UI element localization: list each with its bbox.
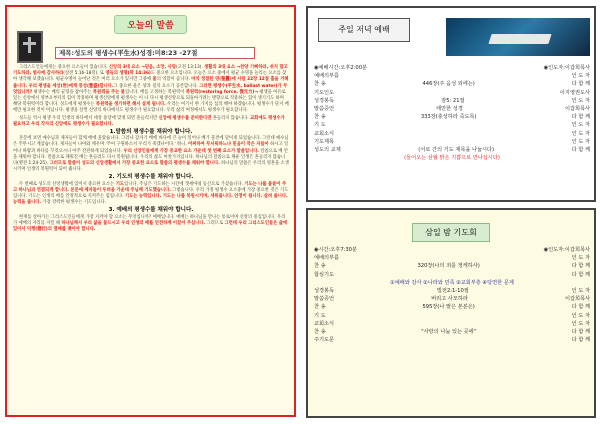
- order-row: [314, 121, 590, 129]
- wednesday-prayer-panel: [306, 208, 596, 418]
- body-text-run: 도 중요한 요소입니다. 오늘은 요소 중에서 평균 수명을 늘리는 요소를 찾아 생각해 보겠습니다. 평균수명이 늘어난 것은 여러 요소가 있지만 그중에: [13, 71, 287, 83]
- order-item-leader: 인 도 자: [571, 73, 590, 80]
- order-item-detail: [339, 72, 572, 80]
- order-row: [314, 312, 590, 320]
- order-item-name: 찬 송: [314, 81, 326, 88]
- order-row: [314, 80, 590, 88]
- order-item-name: 예배의부름: [314, 73, 340, 80]
- order-item-name: 기 도: [314, 312, 326, 319]
- emphasis-text: 물: [152, 77, 157, 83]
- emphasis-text: 기도는 나를 붙들어 주고 하나님과 연결되게 합니다. 본문에 제자들이 두려움 가운데 주님께 기도했습니다.: [13, 181, 287, 193]
- open-bible-picture: [446, 18, 590, 56]
- order-item-detail: [357, 246, 544, 254]
- order-row: [314, 295, 590, 303]
- sunday-evening-service-panel: [306, 6, 596, 202]
- todays-word-panel: [5, 5, 296, 417]
- sunday-order-list: [314, 64, 590, 162]
- order-item-leader: 다 함 께: [571, 337, 590, 344]
- order-row: [314, 105, 590, 113]
- order-row: [314, 262, 590, 270]
- order-item-leader: 인 도 자: [571, 312, 590, 319]
- emphasis-text: 영육의 생명(막 14:36): [105, 71, 151, 77]
- emphasis-text: 교회에도 평생수가 필요하고 우리 각자의 신앙에도 평생수가 필요합니다.: [13, 115, 285, 127]
- order-row: [314, 246, 590, 254]
- body-text-run: 성도들 역시 평생 우리 인생의 바다에서 세상 풍랑에 맞게 되면 흔들리지만: [19, 115, 159, 121]
- body-text-run: 입니다. 배를 고정하는 복원력이: [124, 89, 186, 95]
- order-item-detail: 버리고 사모하라: [431, 296, 468, 303]
- todays-word-title-wrap: [7, 13, 294, 34]
- wednesday-title: 삼일 밤 기도회: [412, 223, 489, 242]
- todays-word-title: 오늘의 말씀: [114, 15, 187, 34]
- emphasis-text: 그러므로 말씀이 성도의 신앙생활에서 가장 중요한 요소로 말씀의 평생수를 채워야 합니다.: [49, 161, 220, 167]
- emphasis-text: 복원력을 주는 물: [92, 89, 125, 95]
- order-row: [314, 97, 590, 105]
- sermon-section-heading: 2. 기도의 평생수를 채워야 합니다.: [108, 174, 194, 181]
- order-item-detail: [339, 254, 572, 262]
- body-text-run: 의 역할이 큽니다.: [156, 77, 192, 83]
- emphasis-text: 우리 신앙인들에게 가장 중요한 요소 가운데 첫 번째 요소가 말씀입니다.: [123, 148, 260, 154]
- order-item-detail: [334, 130, 572, 138]
- body-text-run: 그렇습니다. 우리 가정 평생수 요소중에 가장 중요한 것은 기도입니다. 기도는 인생의 배를 안정적으로 지켜주는 힘입니다.: [13, 187, 289, 200]
- order-row: [314, 64, 590, 72]
- wednesday-title-wrap: [308, 220, 594, 242]
- order-row: [314, 254, 590, 262]
- order-item-detail: 잠5: 21절: [441, 97, 465, 104]
- order-item-detail: [334, 138, 572, 146]
- body-text-run: 우리는 여기서 한 가지를 섬의 해야 하겠습니다. 평생수가 단지 배에만 필요한 것이 아닙니다. 평생을 살면 신앙의 바다에서도 평생수가 필요합니다. 우리 삶의 여정에서도 평생수가 필요합니다.: [13, 102, 289, 114]
- body-text-run: 본문에 보면 예수님과 제자들이 함께 배에 올랐습니다. 그러나 갑자기 배에 바다에 큰 놀이 일어나 배가 물결에 덮이게 되었습니다. 그런데 예수님은 주무시고 계셨습니다. 제자들이 나아와 깨우며 '주여 구원하소서 우리가 죽겠나이다.' 하니,: [13, 136, 289, 148]
- body-text-run: 입니다. 주님은 기도하는 시간에 겟세마네 동산으로 가셨습니다.: [124, 181, 245, 187]
- order-row: [314, 130, 590, 138]
- body-text-run: 평생을 여유로 있는 신앙에서 영부요부터의 힘이 작용하며 평생신앙에게 평생수는 이 나 다시 평생신앙으로 되돌아가려는 방향으로 작용하는 힘이 생기기도 하며 해당 복원력이라 합니다. 성도에게 평생수는: [13, 89, 286, 108]
- body-text-run: 그리스도인들에게는 중요한 요소들이 있습니다.: [19, 65, 109, 70]
- order-item-leader: 인 도 자: [571, 138, 590, 145]
- body-text-run: 그러므로: [205, 220, 225, 226]
- order-item-detail: [334, 89, 560, 97]
- order-item-detail: [334, 271, 572, 279]
- order-item-leader: 인 도 자: [571, 255, 590, 262]
- order-row: [314, 138, 590, 146]
- order-row: [314, 303, 590, 311]
- order-item-detail: [334, 336, 572, 344]
- body-text-run: 평생수는 배의 균형을 잡아주는: [32, 89, 93, 95]
- order-item-detail: 태만한 성경: [436, 106, 463, 113]
- emphasis-text: 하나님께서 우리 삶을 붙드시고 우리 인생의 배를 안전하게 이끌어 주십니다.: [61, 220, 206, 226]
- order-item-detail: [326, 121, 572, 129]
- emphasis-text: 그러면 평생수(平生水, ballast water)가 무엇입니까?: [13, 83, 288, 95]
- emphasis-text: 신앙의 3대 요소 →믿음, 소망, 사랑: [108, 65, 176, 70]
- order-item-name: 성도의 교제: [314, 147, 341, 154]
- body-text-run: (살전 5:16-18절). 또: [63, 71, 106, 77]
- body-text-run: 말씀으로 배 안을 채워야 합니다. 말씀으로 채워진 배는 흔들려도 다시 복원됩니다. 우리의 삶도 마찬가지입니다. 하나님의 말씀으로 채운 인생은 흔들리지 않습니다(벧전 1:24-25).: [13, 148, 289, 167]
- order-item-leader: 인 도 자: [571, 130, 590, 137]
- order-row: [314, 271, 590, 279]
- order-item-name: 합심기도: [314, 271, 335, 278]
- order-item-leader: 이갑희목사: [564, 296, 590, 303]
- order-item-detail: [334, 320, 572, 328]
- order-item-leader: 인 도 자: [571, 288, 590, 295]
- order-row: [314, 320, 590, 328]
- sermon-paragraph: [13, 65, 289, 115]
- order-item-name: 교회소식: [314, 320, 335, 327]
- order-item-name: 성경봉독: [314, 288, 335, 295]
- order-item-leader: 인 도 자: [571, 97, 590, 104]
- order-item-name: 성경봉독: [314, 97, 335, 104]
- prayer-topics: ①예배와 감사 ②나라와 민족 ③교회부흥 ④당면한 문제: [390, 279, 514, 286]
- order-item-name: 찬 송: [314, 263, 326, 270]
- order-item-leader: ◉인도자:이갑희목사: [543, 247, 590, 253]
- order-item-leader: 이갑희목사: [564, 106, 590, 113]
- emphasis-text: 생활의 3대 요소 →찬양 기뻐하라, 쉬지 말고 기도하라, 범사에 감사하라: [13, 65, 288, 77]
- order-item-name: 기도제목: [314, 138, 335, 145]
- body-text-run: 두 번째로 성도의 신앙생활에 있어서 중요한 요소는: [19, 181, 116, 187]
- emphasis-text: 기도: [115, 181, 125, 187]
- order-row: [314, 72, 590, 80]
- sermon-body: [13, 65, 289, 234]
- sermon-section-text: [13, 136, 289, 173]
- order-item-detail: 빌전2:1-10절: [436, 288, 469, 295]
- order-item-leader: 다 함 께: [571, 147, 590, 154]
- order-item-detail: 446장(주 음성 외에는): [422, 81, 475, 88]
- order-item-leader: 다 함 께: [571, 304, 590, 311]
- sunday-evening-title: 주일 저녁 예배: [318, 18, 410, 42]
- order-item-name: 기도인도: [314, 89, 335, 96]
- body-text-run: 현재를 살아가는 그리스도인들에게 가장 지켜야 할 요소는 무엇입니까? 예배입니다. 예배는 하나님을 만나는 통로이며 신앙의 중심입니다. 우리가 예배의 자리를 지킬 때: [13, 214, 286, 226]
- order-item-name: 찬 송: [314, 304, 326, 311]
- order-item-detail: 320장(나의 죄를 정케하사): [417, 263, 480, 270]
- closing-note: (들어오는 삼월 밝은 기쁨으로 만나십시다): [404, 155, 500, 162]
- emphasis-text: 어찌하여 무서워하느냐 믿음이 작은 자들아: [188, 142, 269, 148]
- sermon-section-text: [13, 182, 289, 207]
- order-item-name: 기 도: [314, 122, 326, 129]
- emphasis-text: 신앙에 평생수를 준비한다면: [158, 115, 212, 121]
- body-text-run: 가장 강력한 평생수는 기도입니다.: [41, 200, 106, 206]
- wednesday-order-list: [314, 246, 590, 344]
- sermon-paragraph: [13, 116, 289, 128]
- order-row: [314, 336, 590, 344]
- body-text-run: 하나님의 말씀은 우리의 영혼을 소생시키며 인생의 복원력이 되어 줍니다.: [13, 161, 289, 173]
- order-item-leader: 다 함 께: [571, 329, 590, 336]
- order-item-leader: 인 도 자: [571, 320, 590, 327]
- emphasis-text: 마치 정결한 영(聖靈)에 사람 22장 12절 흘을 거해 줍니다. 우리 평생을 세상(世)에게 풍성(豊盛)합니다.: [13, 77, 289, 89]
- order-item-name: 말씀증언: [314, 296, 335, 303]
- emphasis-text: 그런데 우리 그리스도인들은 삶에 있어서 덕행(德行)의 열매를 맺어야 합니다.: [13, 220, 288, 233]
- order-item-name: 찬 송: [314, 114, 326, 121]
- order-item-name: 찬 송: [314, 329, 326, 336]
- order-row: [314, 328, 590, 336]
- order-row: [314, 113, 590, 121]
- order-row: [314, 287, 590, 295]
- order-item-detail: [326, 312, 572, 320]
- order-row: [314, 89, 590, 97]
- order-item-name: 주기도문: [314, 337, 335, 344]
- order-item-leader: ◉인도자:이갑희목사: [543, 65, 590, 71]
- order-item-name: 예배의부름: [314, 255, 340, 262]
- order-item-leader: 다 함 께: [571, 271, 590, 278]
- order-row: [314, 146, 590, 154]
- order-item-name: ◉예배시간:오후2:00분: [314, 65, 368, 71]
- order-item-detail: (서로 간의 기도 제목을 나눕시다): [418, 147, 495, 154]
- order-item-detail: 595장(나 맡은 본분은): [422, 304, 475, 311]
- order-item-detail: 333장(충성하라 죽도록): [420, 114, 477, 121]
- sermon-section-text: [13, 215, 289, 234]
- sermon-subject: 제목:성도의 평생수(平生水)성경:미8:23 -27절: [55, 47, 255, 59]
- sermon-section-heading: 3. 예배의 평생수를 채워야 합니다.: [108, 207, 194, 214]
- order-item-leader: 다 함 께: [571, 81, 590, 88]
- order-item-leader: 이지영권도사: [559, 89, 590, 96]
- order-item-leader: 다 함 께: [571, 114, 590, 121]
- order-item-name: ◉시간:오후7:30분: [314, 247, 357, 253]
- body-text-run: 하시고 일어나 바람과 바다를 꾸짖으시니 아주 잔잔하게 되었습니다.: [13, 142, 289, 154]
- order-item-detail: "사랑의 나눔 있는 곳에": [421, 329, 477, 336]
- order-item-leader: 다 함 께: [571, 263, 590, 270]
- emphasis-text: 복원력(restoring force, 復元力)→: [185, 89, 258, 95]
- emphasis-text: 기도는 능력입니다. 기도는 나를 복원시키며, 세워줍니다. 안정이 됩니다. 살려 줍니다. 능력을 줍니다.: [13, 194, 288, 206]
- order-item-name: 교회소식: [314, 130, 335, 137]
- order-item-name: 말씀증언: [314, 106, 335, 113]
- body-text-run: (고전 13:13).: [176, 65, 205, 70]
- body-text-run: 흔들리지 않습니다.: [211, 115, 251, 121]
- sermon-section-heading: 1.말씀의 평생수를 채워야 합니다.: [109, 129, 193, 136]
- bible-icon: [17, 31, 43, 63]
- order-item-leader: 인 도 자: [571, 122, 590, 129]
- emphasis-text: 복원력을 생기하면 해서 살게 됩니다.: [95, 102, 166, 108]
- body-text-run: 그 중요한 물은 양과 질의 요소가 공존합니다.: [113, 83, 200, 89]
- order-item-detail: [367, 64, 544, 72]
